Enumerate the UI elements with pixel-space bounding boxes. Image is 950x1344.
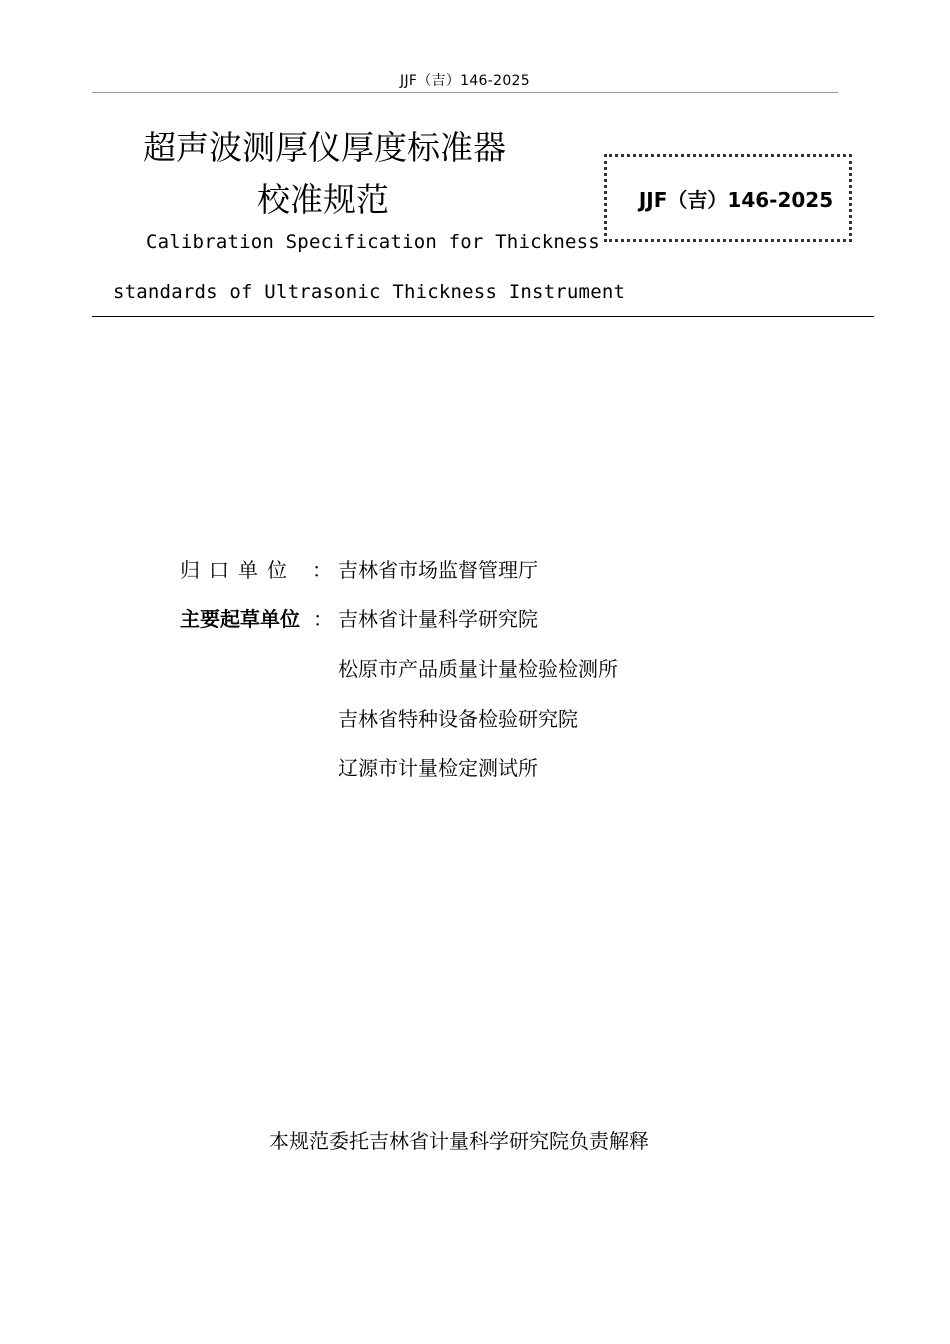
drafting-unit-1: 吉林省计量科学研究院 — [338, 607, 538, 631]
drafting-unit-4: 辽源市计量检定测试所 — [338, 756, 538, 780]
document-code: JJF（吉）146-2025 — [638, 187, 834, 212]
document-code-box — [604, 154, 852, 242]
document-title-line2: 校准规范 — [257, 180, 389, 219]
interpretation-note: 本规范委托吉林省计量科学研究院负责解释 — [269, 1129, 649, 1153]
responsible-unit-colon: ： — [312, 558, 332, 582]
responsible-unit-value: 吉林省市场监督管理厅 — [338, 558, 538, 582]
document-title-line1: 超声波测厚仪厚度标准器 — [143, 128, 506, 167]
drafting-units-colon: ： — [313, 607, 333, 631]
drafting-unit-2: 松原市产品质量计量检验检测所 — [338, 657, 618, 681]
header-rule — [92, 92, 838, 93]
title-rule — [92, 316, 874, 317]
english-title-line2: standards of Ultrasonic Thickness Instrument — [113, 281, 626, 303]
drafting-unit-3: 吉林省特种设备检验研究院 — [338, 707, 578, 731]
responsible-unit-label: 归口单位 — [180, 558, 296, 582]
english-title-line1: Calibration Specification for Thickness — [146, 231, 600, 253]
running-header: JJF（吉）146-2025 — [400, 73, 530, 89]
drafting-units-label: 主要起草单位 — [180, 607, 300, 631]
